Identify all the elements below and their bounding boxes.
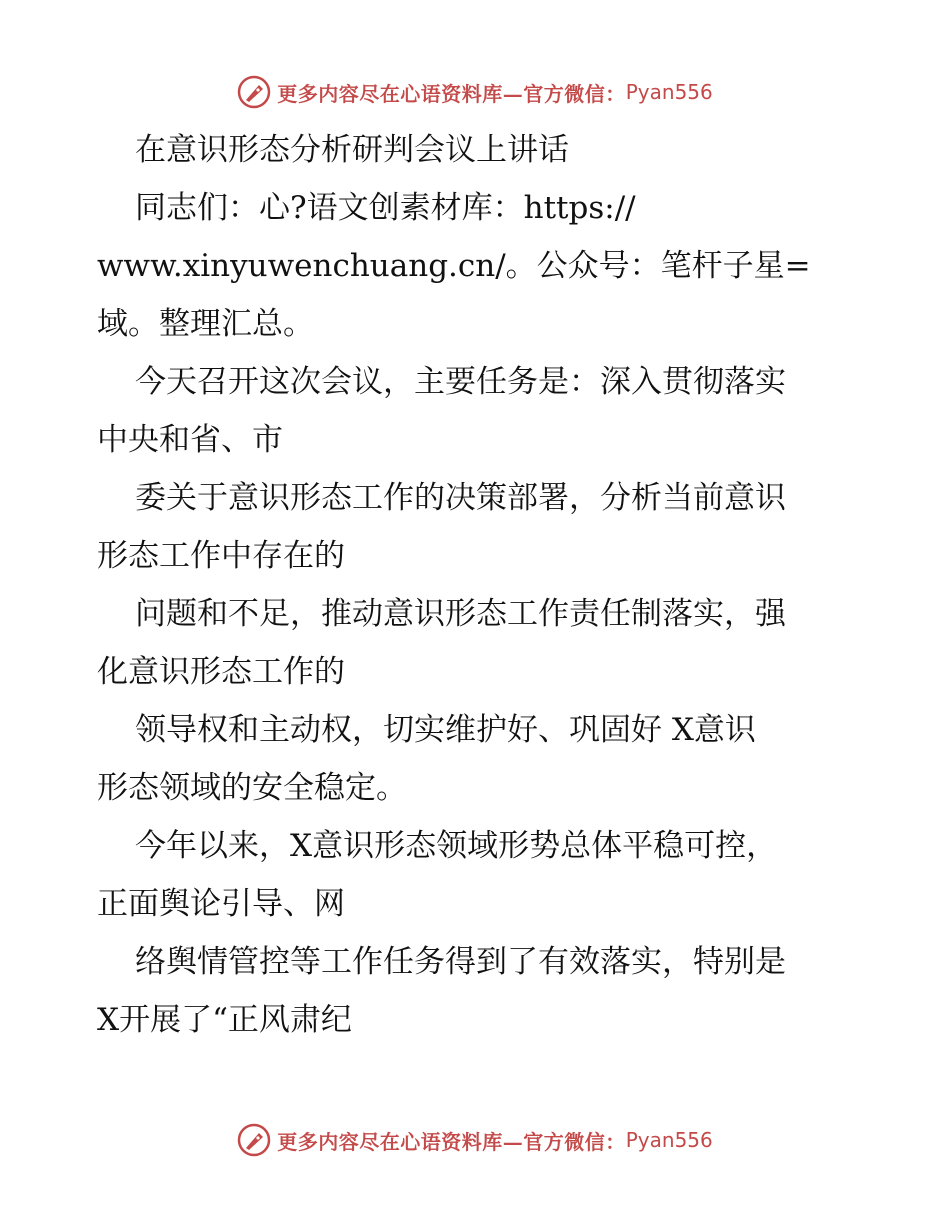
body-line: 化意识形态工作的 (97, 654, 345, 690)
pen-nib-logo-icon (237, 1123, 271, 1157)
banner-contact: Pyan556 (625, 80, 713, 104)
body-line: 域。整理汇总。 (97, 306, 314, 342)
banner-contact: Pyan556 (625, 1128, 713, 1152)
body-line: 今天召开这次会议，主要任务是：深入贯彻落实 (135, 364, 786, 400)
pen-nib-logo-icon (237, 75, 271, 109)
header-banner (0, 72, 950, 112)
banner-text: 更多内容尽在心语资料库—官方微信： (277, 81, 626, 106)
body-line: X开展了“正风肃纪 (97, 1002, 352, 1038)
body-line: www.xinyuwenchuang.cn/。公众号：笔杆子星= (97, 248, 811, 284)
footer-banner (0, 1120, 950, 1160)
document-body (97, 121, 857, 1049)
body-line: 络舆情管控等工作任务得到了有效落实，特别是 (135, 944, 786, 980)
body-line: 形态工作中存在的 (97, 538, 345, 574)
document-title: 在意识形态分析研判会议上讲话 (135, 132, 569, 168)
body-line: 形态领域的安全稳定。 (97, 770, 407, 806)
body-line: 中央和省、市 (97, 422, 283, 458)
body-line: 问题和不足，推动意识形态工作责任制落实，强 (135, 596, 786, 632)
body-line: 正面舆论引导、网 (97, 886, 345, 922)
body-line: 今年以来，X意识形态领域形势总体平稳可控， (135, 828, 778, 864)
body-line: 领导权和主动权，切实维护好、巩固好 X意识 (135, 712, 756, 748)
body-line: 同志们：心?语文创素材库：https:// (135, 190, 636, 226)
banner-text: 更多内容尽在心语资料库—官方微信： (277, 1129, 626, 1154)
body-line: 委关于意识形态工作的决策部署，分析当前意识 (135, 480, 786, 516)
